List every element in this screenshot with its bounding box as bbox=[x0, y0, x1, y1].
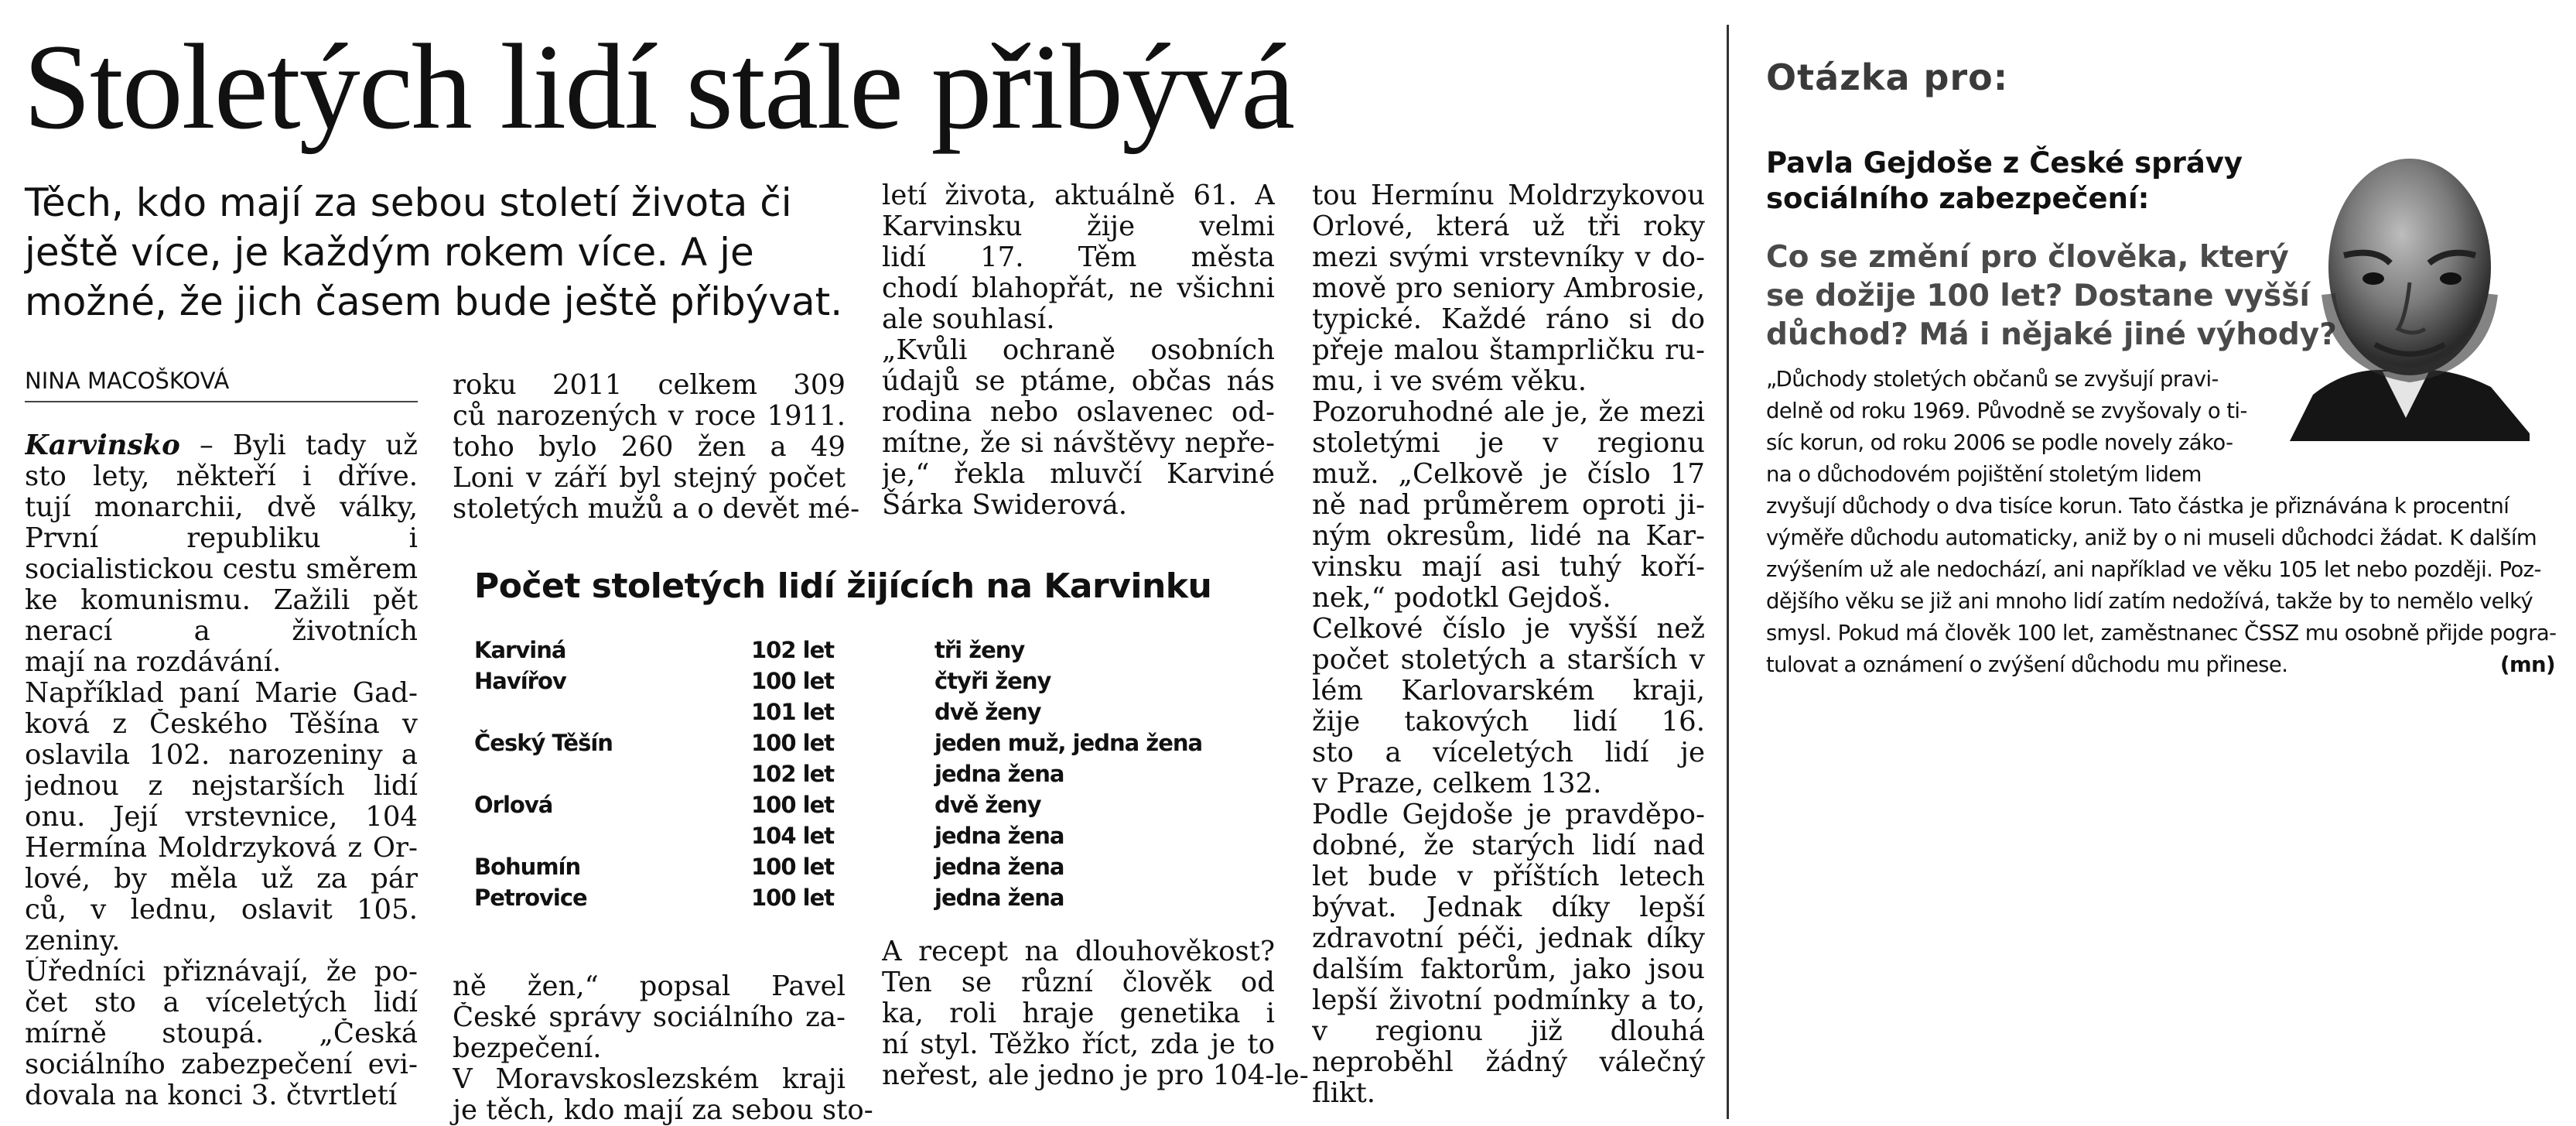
text-line: Pozoruhodné ale je, že mezi bbox=[1312, 397, 1705, 428]
text-line: ale souhlasí. bbox=[882, 303, 1055, 335]
text-line: bývat. Jednak díky lepší bbox=[1312, 892, 1705, 923]
table-cell-count: dvě ženy bbox=[934, 699, 1041, 725]
table-row bbox=[474, 758, 1186, 789]
text-line: dalším faktorům, jako jsou bbox=[1312, 954, 1705, 985]
text-line: mově pro seniory Ambrosie, bbox=[1312, 273, 1705, 304]
headline: Stoletých lidí stále přibývá bbox=[23, 19, 1294, 155]
text-line: bezpečení. bbox=[453, 1032, 602, 1064]
text-line: roku 2011 celkem 309 bbox=[453, 370, 846, 401]
text-line: onu. Její vrstevnice, 104 bbox=[25, 802, 418, 833]
text-line: mírně stoupá. „Česká bbox=[25, 1018, 418, 1049]
text-line: socialistickou cestu směrem bbox=[25, 554, 418, 585]
text-line: vinsku mají asi tuhý koří- bbox=[1312, 552, 1705, 583]
text-line: žije takových lidí 16. bbox=[1312, 707, 1705, 738]
text-line: neřest, ale jedno je pro 104-le- bbox=[882, 1059, 1309, 1091]
table-cell-age: 100 let bbox=[751, 730, 835, 756]
answer-line: výměře důchodu automaticky, aniž by o ni museli důchodci žádat. K dalším bbox=[1766, 525, 2537, 550]
text-line: ně žen,“ popsal Pavel bbox=[453, 971, 846, 1002]
table-cell-age: 102 let bbox=[751, 637, 835, 663]
answer-line: zvýšením už ale nedochází, ani například ve věku 105 let nebo později. Poz- bbox=[1766, 557, 2541, 582]
table-cell-count: jedna žena bbox=[934, 885, 1064, 911]
text-line: Například paní Marie Gad- bbox=[25, 678, 418, 709]
text-line: lové, by měla už za pár bbox=[25, 864, 418, 895]
text-line: oslavila 102. narozeniny a bbox=[25, 740, 418, 771]
lead-line: možné, že jich časem bude ještě přibývat. bbox=[25, 279, 843, 324]
text-line: muž. „Celkově je číslo 17 bbox=[1312, 459, 1705, 490]
table-cell-count: jedna žena bbox=[934, 761, 1064, 787]
text-line: „Kvůli ochraně osobních bbox=[882, 335, 1275, 366]
answer-line: síc korun, od roku 2006 se podle novely záko- bbox=[1766, 430, 2233, 455]
table-cell-age: 102 let bbox=[751, 761, 835, 787]
text-line: mezi svými vrstevníky v do- bbox=[1312, 242, 1705, 273]
text-line: ců narozených v roce 1911. bbox=[453, 401, 846, 432]
text-line: nek,“ podotkl Gejdoš. bbox=[1312, 582, 1611, 614]
text-line: zdravotní péči, jednak díky bbox=[1312, 923, 1705, 954]
sidebar-name-line: Pavla Gejdoše z České správy bbox=[1766, 146, 2243, 180]
text-line: ke komunismu. Zažili pět bbox=[25, 585, 418, 616]
answer-line: delně od roku 1969. Původně se zvyšovaly o ti- bbox=[1766, 399, 2247, 423]
text-line: ců, v lednu, oslavit 105. bbox=[25, 895, 418, 926]
text-line: počet stoletých a starších v bbox=[1312, 645, 1705, 676]
table-cell-age: 100 let bbox=[751, 792, 835, 818]
text-line: let bude v příštích letech bbox=[1312, 861, 1705, 892]
article-column-3 bbox=[882, 180, 1275, 521]
author-initials: (mn) bbox=[2500, 652, 2555, 677]
sidebar-label: Otázka pro: bbox=[1766, 56, 2009, 98]
text-line: První republiku i bbox=[25, 523, 418, 554]
table-cell-city: Karviná bbox=[474, 637, 566, 663]
text-line: letí života, aktuálně 61. A bbox=[882, 180, 1275, 211]
text-line: sto a víceletých lidí je bbox=[1312, 738, 1705, 768]
table-row bbox=[474, 789, 1186, 820]
sidebar-name bbox=[1766, 145, 2243, 217]
table-row bbox=[474, 851, 1186, 882]
text-line: dobné, že starých lidí nad bbox=[1312, 830, 1705, 861]
text-line: v Praze, celkem 132. bbox=[1312, 768, 1602, 799]
text-line: přeje malou štamprličku ru- bbox=[1312, 335, 1705, 366]
byline: NINA MACOŠKOVÁ bbox=[25, 368, 230, 394]
answer-line: smysl. Pokud má člověk 100 let, zaměstnanec ČSSZ mu osobně přijde pogra- bbox=[1766, 621, 2557, 645]
table-row bbox=[474, 635, 1186, 666]
portrait-photo bbox=[2282, 139, 2530, 441]
text-line: tou Hermínu Moldrzykovou bbox=[1312, 180, 1705, 211]
place-name: Karvinsko bbox=[25, 430, 180, 461]
text-line: Podle Gejdoše je pravděpo- bbox=[1312, 799, 1705, 830]
text-line: Celkové číslo je vyšší než bbox=[1312, 614, 1705, 645]
text-line: Šárka Swiderová. bbox=[882, 489, 1128, 521]
table-cell-count: jedna žena bbox=[934, 823, 1064, 849]
text-line: sto lety, někteří i dříve. bbox=[25, 461, 418, 492]
text-line: je,“ řekla mluvčí Karviné bbox=[882, 459, 1275, 490]
text-line: lidí 17. Těm města bbox=[882, 242, 1275, 273]
text-line: ka, roli hraje genetika i bbox=[882, 998, 1275, 1029]
text-line: v regionu již dlouhá bbox=[1312, 1016, 1705, 1047]
text-fragment: – Byli tady už bbox=[199, 430, 418, 461]
text-line: flikt. bbox=[1312, 1077, 1376, 1109]
table-cell-count: čtyři ženy bbox=[934, 668, 1051, 694]
text-line: čet sto a víceletých lidí bbox=[25, 987, 418, 1018]
sidebar-name-line: sociálního zabezpečení: bbox=[1766, 182, 2150, 215]
table-row bbox=[474, 696, 1186, 727]
table-cell-city: Český Těšín bbox=[474, 730, 613, 756]
answer-text: tulovat a oznámení o zvýšení důchodu mu přinese. bbox=[1766, 652, 2288, 677]
text-line: zeniny. bbox=[25, 925, 121, 957]
text-line: lepší životní podmínky a to, bbox=[1312, 985, 1705, 1016]
table-row bbox=[474, 882, 1186, 913]
sidebar-question-line: Co se změní pro člověka, který bbox=[1766, 240, 2289, 275]
text-line: lém Karlovarském kraji, bbox=[1312, 676, 1705, 707]
table-cell-city: Petrovice bbox=[474, 885, 587, 911]
text-line: V Moravskoslezském kraji bbox=[453, 1064, 846, 1095]
column-divider bbox=[1727, 25, 1729, 1119]
article-column-2-bottom bbox=[453, 971, 873, 1126]
text-line: rodina nebo oslavenec od- bbox=[882, 397, 1275, 428]
text-line: Úředníci přiznávají, že po- bbox=[25, 957, 418, 987]
answer-line: na o důchodovém pojištění stoletým lidem bbox=[1766, 462, 2202, 487]
table-cell-age: 104 let bbox=[751, 823, 835, 849]
text-line: stoletými je v regionu bbox=[1312, 428, 1705, 459]
table-cell-age: 100 let bbox=[751, 885, 835, 911]
text-line: České správy sociálního za- bbox=[453, 1002, 846, 1033]
sidebar-question-line: se dožije 100 let? Dostane vyšší bbox=[1766, 279, 2310, 313]
table-cell-age: 100 let bbox=[751, 668, 835, 694]
article-column-4 bbox=[1312, 180, 1705, 1109]
text-line bbox=[25, 430, 418, 461]
text-line: sociálního zabezpečení evi- bbox=[25, 1049, 418, 1080]
table-cell-count: jedna žena bbox=[934, 854, 1064, 880]
table-cell-city: Havířov bbox=[474, 668, 566, 694]
table-row bbox=[474, 666, 1186, 696]
table-row bbox=[474, 727, 1203, 758]
text-line: dovala na konci 3. čtvrtletí bbox=[25, 1080, 398, 1111]
text-line: chodí blahopřát, ne všichni bbox=[882, 273, 1275, 304]
text-line: ně nad průměrem oproti ji- bbox=[1312, 490, 1705, 521]
answer-line: zvyšují důchody o dva tisíce korun. Tato částka je přiznávána k procentní bbox=[1766, 494, 2509, 519]
text-line: mu, i ve svém věku. bbox=[1312, 365, 1587, 397]
article-column-3-bottom bbox=[882, 936, 1309, 1091]
answer-line: „Důchody stoletých občanů se zvyšují pravi- bbox=[1766, 367, 2219, 392]
sidebar-question-line: důchod? Má i nějaké jiné výhody? bbox=[1766, 317, 2337, 352]
article-column-1 bbox=[25, 430, 418, 1111]
table-cell-city: Orlová bbox=[474, 792, 553, 818]
text-line: jednou z nejstarších lidí bbox=[25, 771, 418, 802]
lead-line: ještě více, je každým rokem více. A je bbox=[25, 230, 754, 275]
lead-paragraph bbox=[25, 178, 843, 327]
text-line: Orlové, která už tři roky bbox=[1312, 211, 1705, 242]
text-line: ková z Českého Těšína v bbox=[25, 709, 418, 740]
text-line: toho bylo 260 žen a 49 bbox=[453, 432, 846, 463]
text-line: Ten se různí člověk od bbox=[882, 967, 1275, 998]
article-column-2 bbox=[453, 370, 860, 525]
text-line: Karvinsku žije velmi bbox=[882, 211, 1275, 242]
table-cell-count: dvě ženy bbox=[934, 792, 1041, 818]
text-line: stoletých mužů a o devět mé- bbox=[453, 493, 860, 525]
text-line: mítne, že si návštěvy nepře- bbox=[882, 428, 1275, 459]
table-title: Počet stoletých lidí žijících na Karvinku bbox=[474, 566, 1212, 606]
text-line: nerací a životních bbox=[25, 616, 418, 647]
text-line: typické. Každé ráno si do bbox=[1312, 304, 1705, 335]
answer-line: dějšího věku se již ani mnoho lidí zatím nedožívá, takže by to nemělo velký bbox=[1766, 589, 2533, 614]
answer-line bbox=[1766, 649, 2555, 681]
table-cell-count: jeden muž, jedna žena bbox=[934, 730, 1203, 756]
text-line: mají na rozdávání. bbox=[25, 646, 282, 678]
text-line: ní styl. Těžko říct, zda je to bbox=[882, 1029, 1275, 1060]
table-cell-age: 100 let bbox=[751, 854, 835, 880]
text-line: je těch, kdo mají za sebou sto- bbox=[453, 1094, 873, 1126]
centenarians-table bbox=[474, 635, 1203, 913]
sidebar-question bbox=[1766, 238, 2337, 354]
text-line: tují monarchii, dvě války, bbox=[25, 492, 418, 523]
text-line: Hermína Moldrzyková z Or- bbox=[25, 833, 418, 864]
text-line: ným okresům, lidé na Kar- bbox=[1312, 521, 1705, 552]
table-row bbox=[474, 820, 1186, 851]
byline-rule bbox=[25, 401, 418, 402]
table-cell-age: 101 let bbox=[751, 699, 835, 725]
text-line: údajů se ptáme, občas nás bbox=[882, 366, 1275, 397]
lead-line: Těch, kdo mají za sebou století života či bbox=[25, 180, 792, 225]
text-line: A recept na dlouhověkost? bbox=[882, 936, 1275, 967]
text-line: Loni v září byl stejný počet bbox=[453, 463, 846, 494]
text-line: neproběhl žádný válečný bbox=[1312, 1047, 1705, 1078]
table-cell-count: tři ženy bbox=[934, 637, 1025, 663]
table-cell-city: Bohumín bbox=[474, 854, 581, 880]
